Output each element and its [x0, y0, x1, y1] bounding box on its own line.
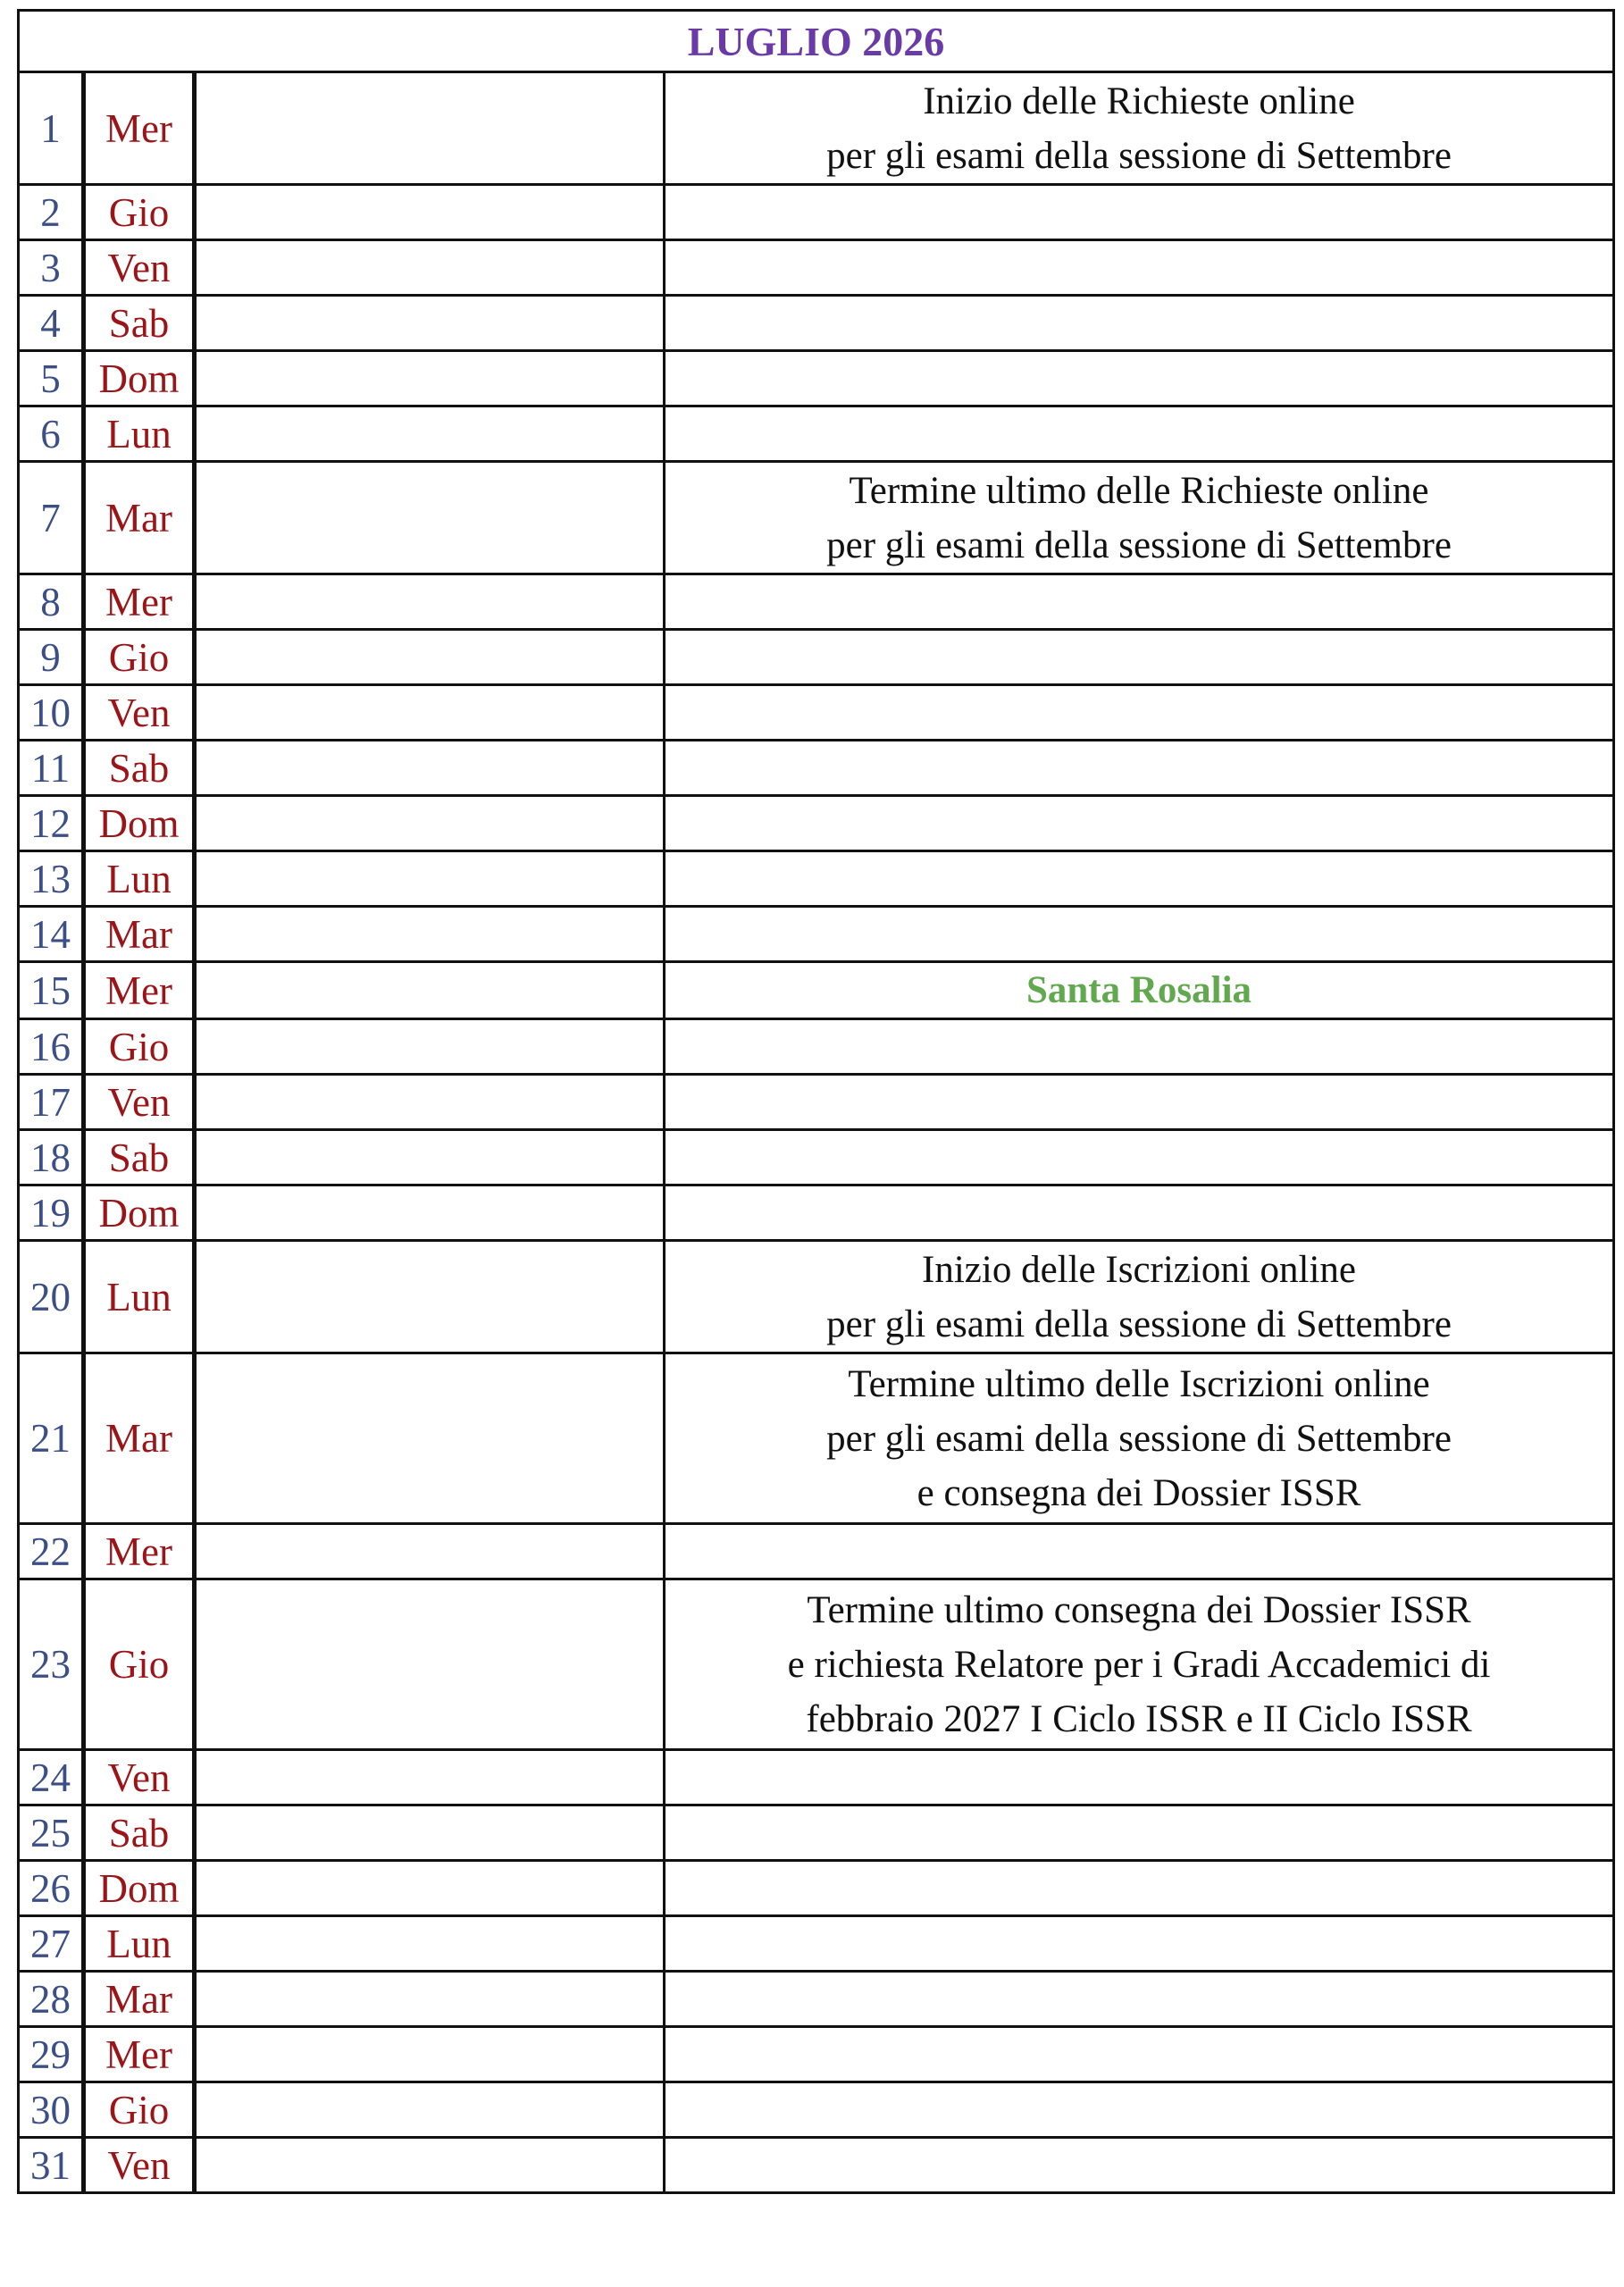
- day-number: 24: [19, 1750, 84, 1805]
- notes-cell: [195, 907, 665, 962]
- day-row: [19, 741, 1614, 796]
- notes-cell: [195, 2082, 665, 2138]
- day-number: 25: [19, 1805, 84, 1861]
- weekday: Mer: [84, 72, 195, 185]
- notes-cell: [195, 1805, 665, 1861]
- weekday: Gio: [84, 1019, 195, 1075]
- day-number: 31: [19, 2138, 84, 2193]
- event-text: [665, 574, 1614, 630]
- event-text: [665, 1972, 1614, 2027]
- day-row: [19, 185, 1614, 240]
- day-number: 5: [19, 351, 84, 406]
- day-row: [19, 296, 1614, 351]
- day-number: 11: [19, 741, 84, 796]
- weekday: Dom: [84, 1185, 195, 1241]
- day-number: 21: [19, 1353, 84, 1524]
- day-row: [19, 351, 1614, 406]
- notes-cell: [195, 574, 665, 630]
- notes-cell: [195, 685, 665, 741]
- notes-cell: [195, 406, 665, 462]
- day-row: [19, 2027, 1614, 2082]
- day-number: 9: [19, 630, 84, 685]
- weekday: Dom: [84, 351, 195, 406]
- day-row: [19, 907, 1614, 962]
- day-number: 14: [19, 907, 84, 962]
- weekday: Ven: [84, 685, 195, 741]
- day-number: 4: [19, 296, 84, 351]
- event-text: [665, 630, 1614, 685]
- day-row: [19, 406, 1614, 462]
- weekday: Mar: [84, 1353, 195, 1524]
- weekday: Mer: [84, 962, 195, 1019]
- event-text: [665, 240, 1614, 296]
- day-row: [19, 1185, 1614, 1241]
- notes-cell: [195, 741, 665, 796]
- holiday-label: Santa Rosalia: [665, 962, 1614, 1019]
- notes-cell: [195, 1861, 665, 1916]
- event-text: Inizio delle Richieste online per gli esami della sessione di Settembre: [665, 72, 1614, 185]
- notes-cell: [195, 630, 665, 685]
- day-row: [19, 630, 1614, 685]
- notes-cell: [195, 296, 665, 351]
- notes-cell: [195, 796, 665, 851]
- event-text: [665, 741, 1614, 796]
- calendar-table: [17, 9, 1615, 2194]
- weekday: Lun: [84, 1916, 195, 1972]
- event-text: [665, 1130, 1614, 1185]
- day-row: [19, 685, 1614, 741]
- event-text: [665, 907, 1614, 962]
- day-row: [19, 2082, 1614, 2138]
- day-row: [19, 462, 1614, 574]
- day-row: [19, 1805, 1614, 1861]
- day-number: 22: [19, 1524, 84, 1579]
- day-number: 19: [19, 1185, 84, 1241]
- notes-cell: [195, 185, 665, 240]
- day-row: [19, 240, 1614, 296]
- event-text: [665, 2138, 1614, 2193]
- day-number: 30: [19, 2082, 84, 2138]
- event-text: Termine ultimo delle Iscrizioni online per gli esami della sessione di Settembre e consegna dei Dossier ISSR: [665, 1353, 1614, 1524]
- event-text: [665, 796, 1614, 851]
- event-text: [665, 1916, 1614, 1972]
- notes-cell: [195, 1524, 665, 1579]
- day-number: 20: [19, 1241, 84, 1353]
- notes-cell: [195, 1185, 665, 1241]
- event-text: [665, 1185, 1614, 1241]
- notes-cell: [195, 462, 665, 574]
- weekday: Mar: [84, 1972, 195, 2027]
- weekday: Sab: [84, 1805, 195, 1861]
- weekday: Lun: [84, 406, 195, 462]
- day-number: 2: [19, 185, 84, 240]
- weekday: Ven: [84, 1075, 195, 1130]
- notes-cell: [195, 1241, 665, 1353]
- event-text: Termine ultimo consegna dei Dossier ISSR e richiesta Relatore per i Gradi Accademici di febbraio 2027 I Ciclo ISSR e II Ciclo ISSR: [665, 1579, 1614, 1750]
- day-row: [19, 1750, 1614, 1805]
- day-number: 17: [19, 1075, 84, 1130]
- day-number: 12: [19, 796, 84, 851]
- day-row: [19, 851, 1614, 907]
- event-text: [665, 685, 1614, 741]
- event-text: [665, 1019, 1614, 1075]
- notes-cell: [195, 240, 665, 296]
- event-text: [665, 296, 1614, 351]
- day-row: [19, 1861, 1614, 1916]
- event-text: [665, 185, 1614, 240]
- day-number: 10: [19, 685, 84, 741]
- weekday: Ven: [84, 2138, 195, 2193]
- day-row: [19, 962, 1614, 1019]
- event-text: [665, 1075, 1614, 1130]
- day-number: 13: [19, 851, 84, 907]
- event-text: Inizio delle Iscrizioni online per gli esami della sessione di Settembre: [665, 1241, 1614, 1353]
- notes-cell: [195, 1075, 665, 1130]
- day-row: [19, 1353, 1614, 1524]
- weekday: Gio: [84, 2082, 195, 2138]
- notes-cell: [195, 1579, 665, 1750]
- day-row: [19, 1130, 1614, 1185]
- event-text: [665, 2082, 1614, 2138]
- weekday: Ven: [84, 240, 195, 296]
- weekday: Mer: [84, 2027, 195, 2082]
- day-number: 29: [19, 2027, 84, 2082]
- day-number: 27: [19, 1916, 84, 1972]
- day-number: 28: [19, 1972, 84, 2027]
- day-row: [19, 796, 1614, 851]
- notes-cell: [195, 1130, 665, 1185]
- weekday: Lun: [84, 851, 195, 907]
- day-row: [19, 1075, 1614, 1130]
- event-text: [665, 1805, 1614, 1861]
- day-number: 26: [19, 1861, 84, 1916]
- weekday: Dom: [84, 1861, 195, 1916]
- notes-cell: [195, 1916, 665, 1972]
- day-row: [19, 574, 1614, 630]
- day-number: 6: [19, 406, 84, 462]
- event-text: [665, 2027, 1614, 2082]
- event-text: [665, 351, 1614, 406]
- event-text: [665, 1524, 1614, 1579]
- weekday: Mer: [84, 574, 195, 630]
- notes-cell: [195, 2138, 665, 2193]
- day-row: [19, 1019, 1614, 1075]
- day-number: 23: [19, 1579, 84, 1750]
- day-number: 16: [19, 1019, 84, 1075]
- day-row: [19, 1579, 1614, 1750]
- weekday: Gio: [84, 1579, 195, 1750]
- weekday: Dom: [84, 796, 195, 851]
- weekday: Mar: [84, 462, 195, 574]
- weekday: Mar: [84, 907, 195, 962]
- day-row: [19, 1972, 1614, 2027]
- weekday: Sab: [84, 741, 195, 796]
- day-number: 3: [19, 240, 84, 296]
- notes-cell: [195, 72, 665, 185]
- day-row: [19, 1916, 1614, 1972]
- weekday: Gio: [84, 185, 195, 240]
- event-text: [665, 851, 1614, 907]
- weekday: Ven: [84, 1750, 195, 1805]
- notes-cell: [195, 1972, 665, 2027]
- weekday: Gio: [84, 630, 195, 685]
- event-text: Termine ultimo delle Richieste online per gli esami della sessione di Settembre: [665, 462, 1614, 574]
- day-number: 7: [19, 462, 84, 574]
- notes-cell: [195, 962, 665, 1019]
- day-row: [19, 1241, 1614, 1353]
- day-number: 15: [19, 962, 84, 1019]
- days-body: [19, 72, 1614, 2193]
- notes-cell: [195, 351, 665, 406]
- notes-cell: [195, 2027, 665, 2082]
- day-row: [19, 1524, 1614, 1579]
- day-number: 18: [19, 1130, 84, 1185]
- notes-cell: [195, 1019, 665, 1075]
- notes-cell: [195, 1750, 665, 1805]
- event-text: [665, 406, 1614, 462]
- weekday: Mer: [84, 1524, 195, 1579]
- event-text: [665, 1750, 1614, 1805]
- day-number: 8: [19, 574, 84, 630]
- weekday: Lun: [84, 1241, 195, 1353]
- notes-cell: [195, 851, 665, 907]
- notes-cell: [195, 1353, 665, 1524]
- weekday: Sab: [84, 296, 195, 351]
- day-number: 1: [19, 72, 84, 185]
- event-text: [665, 1861, 1614, 1916]
- day-row: [19, 72, 1614, 185]
- day-row: [19, 2138, 1614, 2193]
- weekday: Sab: [84, 1130, 195, 1185]
- month-title: LUGLIO 2026: [19, 11, 1614, 72]
